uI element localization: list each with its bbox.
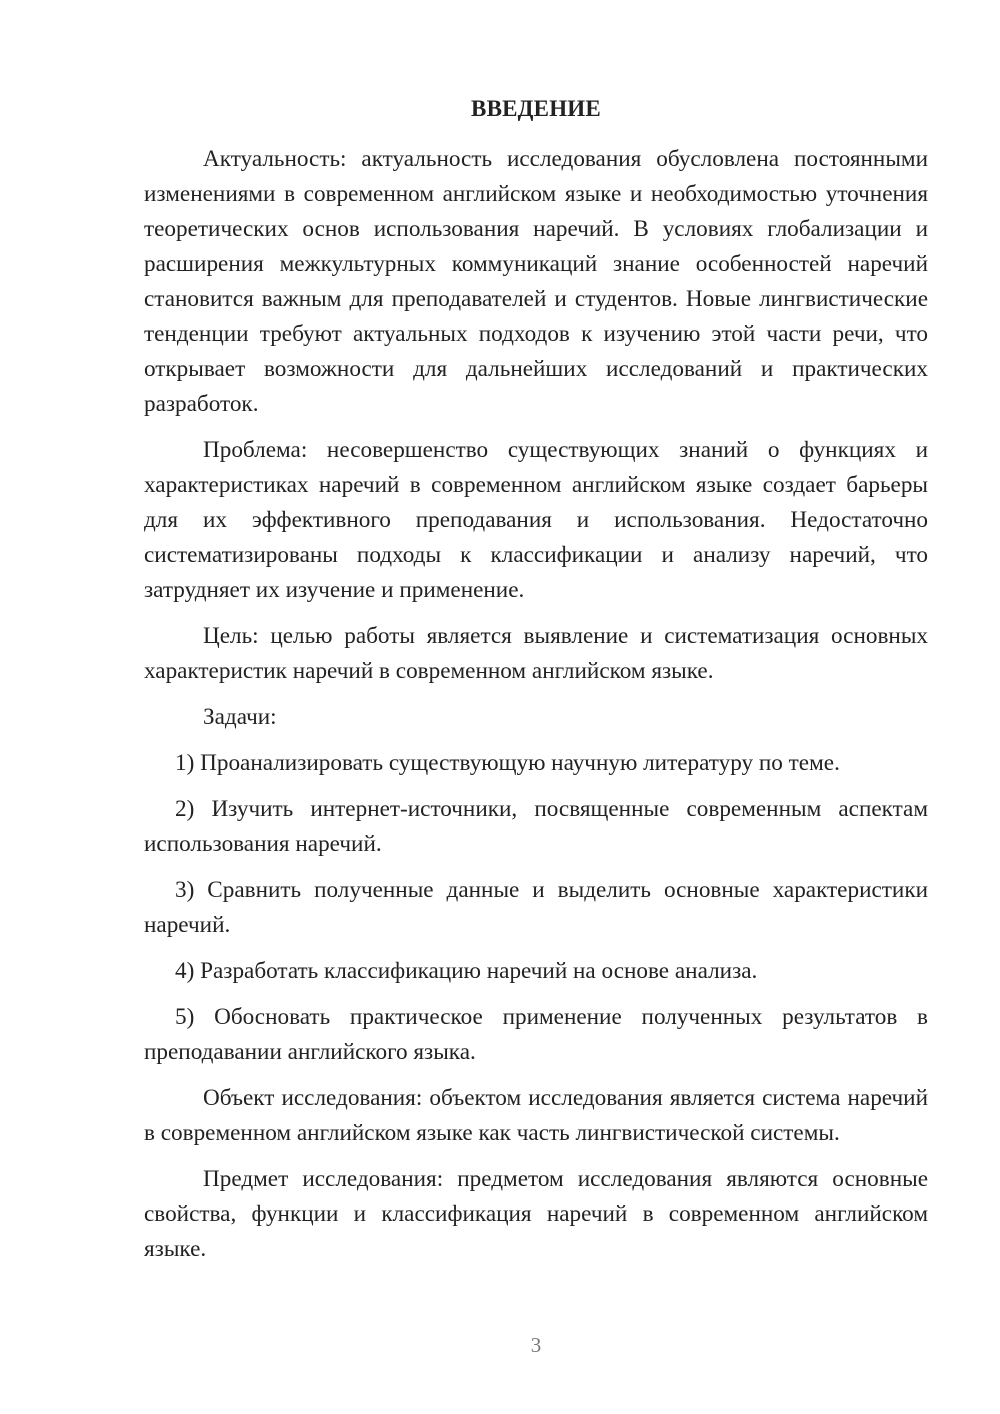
paragraph-goal: Цель: целью работы является выявление и систематизация основных характеристик наречий в современном английском языке. bbox=[144, 623, 928, 684]
task-item-4: 4) Разработать классификацию наречий на основе анализа. bbox=[175, 958, 758, 984]
task-item-3: 3) Сравнить полученные данные и выделить основные характеристики наречий. bbox=[144, 877, 928, 938]
page-number: 3 bbox=[530, 1333, 542, 1357]
page-title: ВВЕДЕНИЕ bbox=[471, 96, 601, 121]
paragraph-problem: Проблема: несовершенство существующих знаний о функциях и характеристиках наречий в современном английском языке создает барьеры для их эффективного преподавания и использования. Недостаточно систематизированы подходы к классификации и анализу наречий, что затрудняет их изучение и применение. bbox=[144, 437, 928, 603]
paragraph-object: Объект исследования: объектом исследования является система наречий в современном английском языке как часть лингвистической системы. bbox=[144, 1085, 928, 1146]
task-item-5: 5) Обосновать практическое применение полученных результатов в преподавании английского языка. bbox=[144, 1004, 928, 1065]
task-item-1: 1) Проанализировать существующую научную литературу по теме. bbox=[175, 750, 840, 776]
body-text bbox=[144, 142, 928, 1267]
paragraph-relevance: Актуальность: актуальность исследования обусловлена постоянными изменениями в современном английском языке и необходимостью уточнения теоретических основ использования наречий. В условиях глобализации и расширения межкультурных коммуникаций знание особенностей наречий становится важным для преподавателей и студентов. Новые лингвистические тенденции требуют актуальных подходов к изучению этой части речи, что открывает возможности для дальнейших исследований и практических разработок. bbox=[144, 146, 928, 417]
paragraph-subject: Предмет исследования: предметом исследования являются основные свойства, функции и классификация наречий в современном английском языке. bbox=[144, 1166, 928, 1262]
paragraph-tasks-heading: Задачи: bbox=[203, 704, 277, 730]
task-item-2: 2) Изучить интернет-источники, посвященные современным аспектам использования наречий. bbox=[144, 796, 928, 857]
